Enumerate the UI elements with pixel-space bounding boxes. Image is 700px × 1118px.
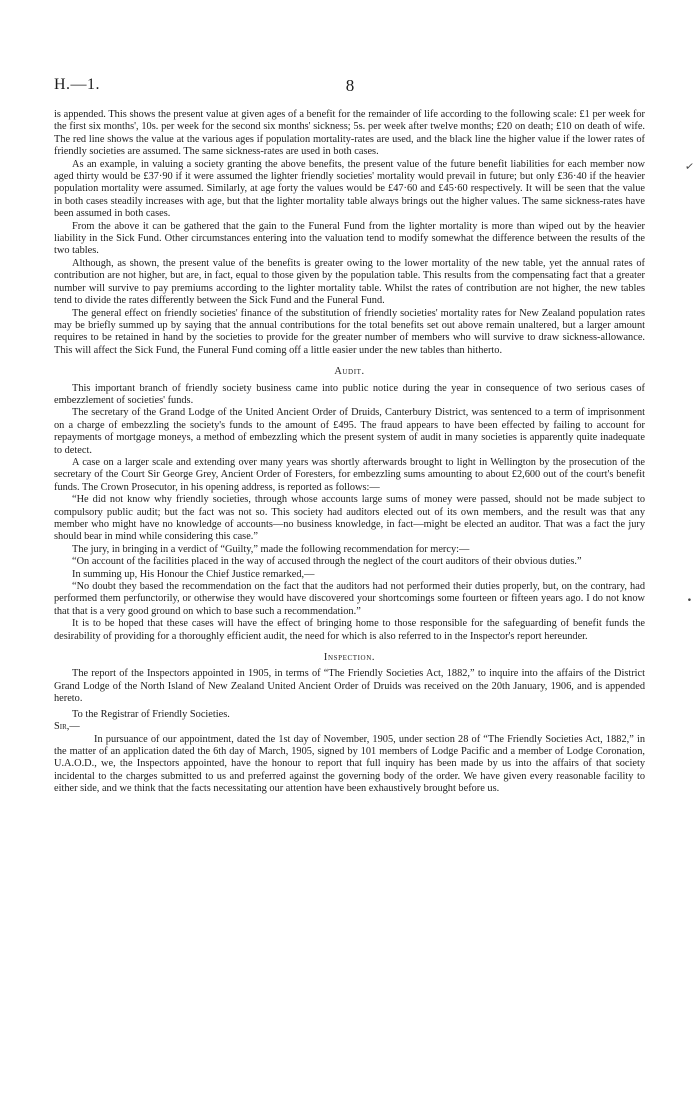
quotation: “He did not know why friendly societies, through whose accounts large sums of money were passed, should not be made subject to compulsory public audit; but the fact was not so. This society had auditors elected out of its own members, and the result was that any member who might have no knowledge of accounts—no business knowledge, in fact—might be elected an auditor. That was a fact the jury should bear in mind while considering this case.”: [54, 494, 645, 543]
paragraph: Although, as shown, the present value of the benefits is greater owing to the lower mortality of the new table, yet the annual rates of contribution are not higher, but are, in fact, equal to those given by the population table. This results from the compensating fact that a greater number will survive to pay premiums according to the lighter mortality table. Whilst the rates of contribution are not higher, the new tables tend to divide the rates differently between the Sick Fund and the Funeral Fund.: [54, 257, 645, 307]
paragraph: In summing up, His Honour the Chief Justice remarked,—: [72, 568, 315, 580]
letter-body: In pursuance of our appointment, dated the 1st day of November, 1905, under section 28 of “The Friendly Societies Act, 1882,” in the matter of an application dated the 6th day of March, 1905, signed by 101 members of Lodge Pacific and a member of Lodge Coronation, U.A.O.D., we, the Inspectors appointed, have the honour to report that full inquiry has been made by us into the affairs of that society incidental to the charges submitted to us and preferred against the governing body of the order. We have given every reasonable facility to either side, and we think that the facts necessitating our attention have been exhaustively brought before us.: [54, 733, 645, 795]
letter-greeting: Sir,—: [54, 721, 80, 733]
section-heading-audit: Audit.: [334, 366, 365, 378]
paragraph: The report of the Inspectors appointed in 1905, in terms of “The Friendly Societies Act, 1882,” to inquire into the affairs of the District Grand Lodge of the North Island of New Zealand United Ancient Order of Druids was received on the 20th January, 1906, and is appended hereto.: [54, 668, 645, 705]
paragraph: is appended. This shows the present value at given ages of a benefit for the remainder of life according to the following scale: £1 per week for the first six months', 10s. per week for the second six months' sickness; 5s. per week after twelve months; £20 on death; £10 on death of wife. The red line shows the value at the various ages if population mortality-rates are used, and the black line the higher value if the lower rates of friendly societies are assumed. The same sickness-rates are used in both cases.: [54, 109, 645, 158]
quotation: “On account of the facilities placed in the way of accused through the neglect of the court auditors of their obvious duties.”: [72, 556, 582, 568]
document-code: H.—1.: [54, 76, 101, 93]
document-body: [54, 109, 645, 796]
paragraph: A case on a larger scale and extending over many years was shortly afterwards brought to light in Wellington by the prosecution of the secretary of the Court Sir George Grey, Ancient Order of Foresters, for embezzling sums amounting to about £2,600 out of the court's benefit funds. The Crown Prosecutor, in his opening address, is reported as follows:—: [54, 456, 645, 493]
page-header: [54, 76, 646, 98]
letter-salutation: To the Registrar of Friendly Societies.: [72, 708, 230, 720]
page-number: 8: [345, 76, 355, 95]
paragraph: It is to be hoped that these cases will have the effect of bringing home to those responsible for the safeguarding of benefit funds the desirability of providing for a thoroughly efficient audit, the need for which is also referred to in the Inspector's report hereunder.: [54, 618, 645, 642]
paragraph: The general effect on friendly societies' finance of the substitution of friendly societies' mortality rates for New Zealand population rates may be briefly summed up by saying that the annual contributions for the total benefits set out above remain unaltered, but a larger amount requires to be retained in hand by the societies to provide for the greater number of members who will survive to draw sickness-allowance. This will affect the Sick Fund, the Funeral Fund coming off a little easier under the new tables than hitherto.: [54, 307, 645, 356]
paragraph: The secretary of the Grand Lodge of the United Ancient Order of Druids, Canterbury District, was sentenced to a term of imprisonment on a charge of embezzling the society's funds to the amount of £495. The fraud appears to have been effected by failing to account for repayments of mortgage moneys, a method of embezzling which the present system of audit in many societies is apparently quite inadequate to detect.: [54, 407, 645, 456]
paragraph: The jury, in bringing in a verdict of “Guilty,” made the following recommendation for mercy:—: [72, 543, 470, 555]
section-heading-inspection: Inspection.: [323, 652, 376, 664]
quotation: “No doubt they based the recommendation on the fact that the auditors had not performed their duties properly, but, on the contrary, had performed them perfunctorily, or otherwise they would have discovered your shortcomings some fourteen or fifteen years ago. I do not know that that is a very good ground on which to base such a recommendation.”: [54, 581, 645, 617]
paragraph: This important branch of friendly society business came into public notice during the year in consequence of two serious cases of embezzlement of societies' funds.: [54, 382, 645, 406]
margin-tick-mark: ✓: [683, 159, 695, 174]
paragraph: As an example, in valuing a society granting the above benefits, the present value of the future benefit liabilities for each member now aged thirty would be £37·90 if it were assumed the lighter friendly societies' mortality would prevail in future; but only £36·40 if the heavier population mortality were assumed. Similarly, at age forty the values would be £47·60 and £45·60 respectively. It will be seen that the value in both cases steadily increases with age, but that the lighter mortality table always brings out the higher values. The same sickness-rates have been assumed in both cases.: [54, 158, 645, 220]
margin-dot-mark: •: [686, 596, 692, 606]
paragraph: From the above it can be gathered that the gain to the Funeral Fund from the lighter mortality is more than wiped out by the heavier liability in the Sick Fund. Other circumstances entering into the valuation tend to modify somewhat the difference between the results of the two tables.: [54, 220, 645, 257]
